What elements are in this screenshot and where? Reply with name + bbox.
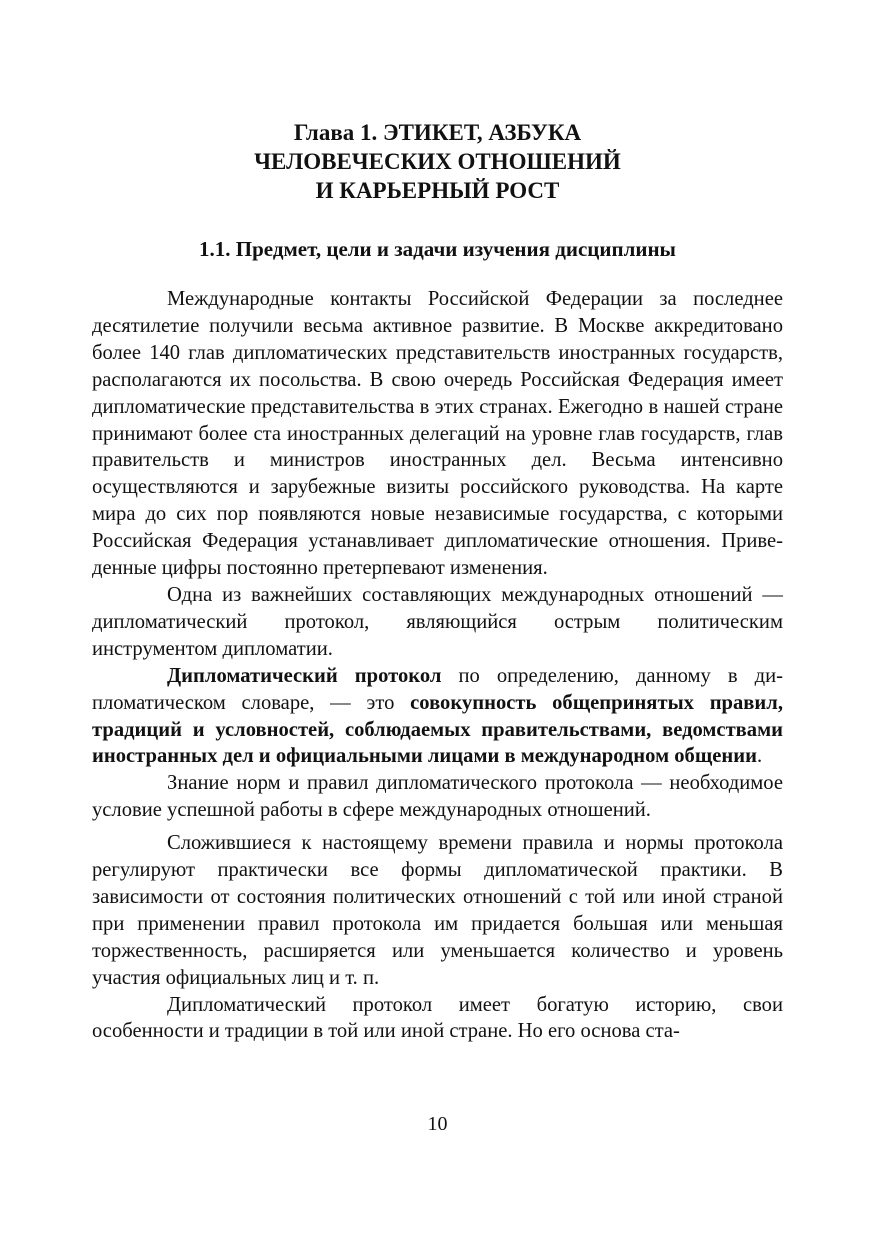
paragraph-3-middle: по определению, данному в дипломатическом словаре, — это — [92, 664, 783, 714]
paragraph-4: Знание норм и правил дипломатического протокола — необходимое условие успешной работы в сфере международных отношений. — [92, 772, 783, 822]
section-title: 1.1. Предмет, цели и задачи изучения дисциплины — [199, 237, 676, 261]
definition-text: совокупность общепринятых правил, традиций и условностей, соблюдаемых правительствами, ведомствами иностранных дел и официальными лицами в международном общении — [92, 691, 784, 768]
page-number: 10 — [427, 1113, 448, 1135]
paragraph-3-end: . — [756, 745, 763, 768]
chapter-title-line-2: ЧЕЛОВЕЧЕСКИХ ОТНОШЕНИЙ — [254, 149, 621, 174]
paragraph-2: Одна из важнейших составляющих международных отношений — дипломатический протокол, являющийся острым политическим инструментом дипломатии. — [92, 583, 783, 660]
chapter-title — [92, 118, 783, 205]
paragraph-6: Дипломатический протокол имеет богатую историю, свои особенности и традиции в той или иной стране. Но его основа ста- — [92, 993, 783, 1043]
paragraph-3 — [92, 663, 783, 771]
chapter-title-line-3: И КАРЬЕРНЫЙ РОСТ — [315, 178, 560, 203]
term-diplomatic-protocol: Дипломатический протокол — [167, 664, 442, 687]
page-body — [92, 118, 783, 1045]
paragraph-5: Сложившиеся к настоящему времени правила и нормы протокола регулируют практически все формы дипломатической практики. В зависимости от состояния политических отношений с той или иной страной при применении правил протокола им придается большая или меньшая торжественность, расширяется или уменьшается количество и уровень участия официальных лиц и т. п. — [92, 832, 783, 989]
chapter-title-line-1: Глава 1. ЭТИКЕТ, АЗБУКА — [293, 120, 582, 145]
paragraph-1: Международные контакты Российской Федерации за последнее десятилетие получили весьма активное развитие. В Москве аккредитовано более 140 глав дипломатических представительств иностранных государств, располагаются их посольства. В свою очередь Российская Федерация имеет дипломатические представительства в этих странах. Ежегодно в нашей стране принимают более ста иностранных делегаций на уровне глав государств, глав правительств и министров иностранных дел. Весьма интенсивно осуществляются и зарубежные визиты российского руководства. На карте мира до сих пор появляются новые независимые государства, с которыми Российская Федерация устанавливает дипломатические отношения. Приведенные цифры постоянно претерпевают изменения. — [92, 288, 783, 580]
